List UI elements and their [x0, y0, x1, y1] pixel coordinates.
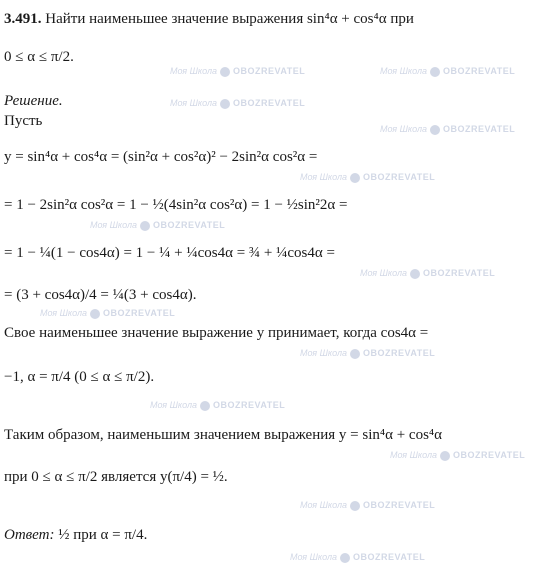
problem-condition: 0 ≤ α ≤ π/2.: [4, 49, 74, 65]
watermark-logo-icon: [200, 401, 210, 411]
watermark-logo-icon: [410, 269, 420, 279]
watermark-logo-icon: [90, 309, 100, 319]
watermark: Моя Школа OBOZREVATEL: [390, 450, 526, 460]
watermark: Моя Школа OBOZREVATEL: [150, 400, 286, 410]
watermark-logo-icon: [350, 501, 360, 511]
problem-number: 3.491.: [4, 11, 42, 27]
equation-line-3: = 1 − ¼(1 − cos4α) = 1 − ¼ + ¼cos4α = ¾ + ¼cos4α =: [4, 245, 335, 261]
watermark: Моя Школа OBOZREVATEL: [90, 220, 226, 230]
watermark: Моя Школа OBOZREVATEL: [300, 172, 436, 182]
watermark: Моя Школа OBOZREVATEL: [380, 124, 516, 134]
watermark-logo-icon: [350, 349, 360, 359]
intro-text: Пусть: [4, 113, 43, 129]
answer-label: Ответ:: [4, 527, 55, 543]
statement-min-condition-cont: −1, α = π/4 (0 ≤ α ≤ π/2).: [4, 369, 155, 385]
watermark: Моя Школа OBOZREVATEL: [380, 66, 516, 76]
problem-text: Найти наименьшее значение выражения sin⁴α + cos⁴α при: [45, 11, 414, 27]
watermark-logo-icon: [340, 553, 350, 563]
watermark-logo-icon: [220, 99, 230, 109]
watermark-logo-icon: [430, 67, 440, 77]
watermark-logo-icon: [220, 67, 230, 77]
problem-statement: [4, 12, 414, 27]
statement-min-condition: Свое наименьшее значение выражение y принимает, когда cos4α =: [4, 325, 429, 341]
watermark-logo-icon: [140, 221, 150, 231]
watermark-logo-icon: [350, 173, 360, 183]
watermark: Моя Школа OBOZREVATEL: [300, 348, 436, 358]
watermark: Моя Школа OBOZREVATEL: [300, 500, 436, 510]
watermark: Моя Школа OBOZREVATEL: [360, 268, 496, 278]
equation-line-4: = (3 + cos4α)/4 = ¼(3 + cos4α).: [4, 287, 197, 303]
watermark: Моя Школа OBOZREVATEL: [290, 552, 426, 562]
solution-label: Решение.: [4, 93, 63, 109]
watermark: Моя Школа OBOZREVATEL: [170, 98, 306, 108]
equation-line-2: = 1 − 2sin²α cos²α = 1 − ½(4sin²α cos²α) = 1 − ½sin²2α =: [4, 197, 348, 213]
watermark: Моя Школа OBOZREVATEL: [40, 308, 176, 318]
equation-line-1: y = sin⁴α + cos⁴α = (sin²α + cos²α)² − 2sin²α cos²α =: [4, 149, 318, 165]
watermark: Моя Школа OBOZREVATEL: [170, 66, 306, 76]
statement-conclusion: Таким образом, наименьшим значением выражения y = sin⁴α + cos⁴α: [4, 427, 442, 443]
answer-value: ½ при α = π/4.: [58, 527, 148, 543]
statement-conclusion-cont: при 0 ≤ α ≤ π/2 является y(π/4) = ½.: [4, 469, 228, 485]
watermark-logo-icon: [430, 125, 440, 135]
answer-line: [4, 528, 147, 543]
watermark-logo-icon: [440, 451, 450, 461]
